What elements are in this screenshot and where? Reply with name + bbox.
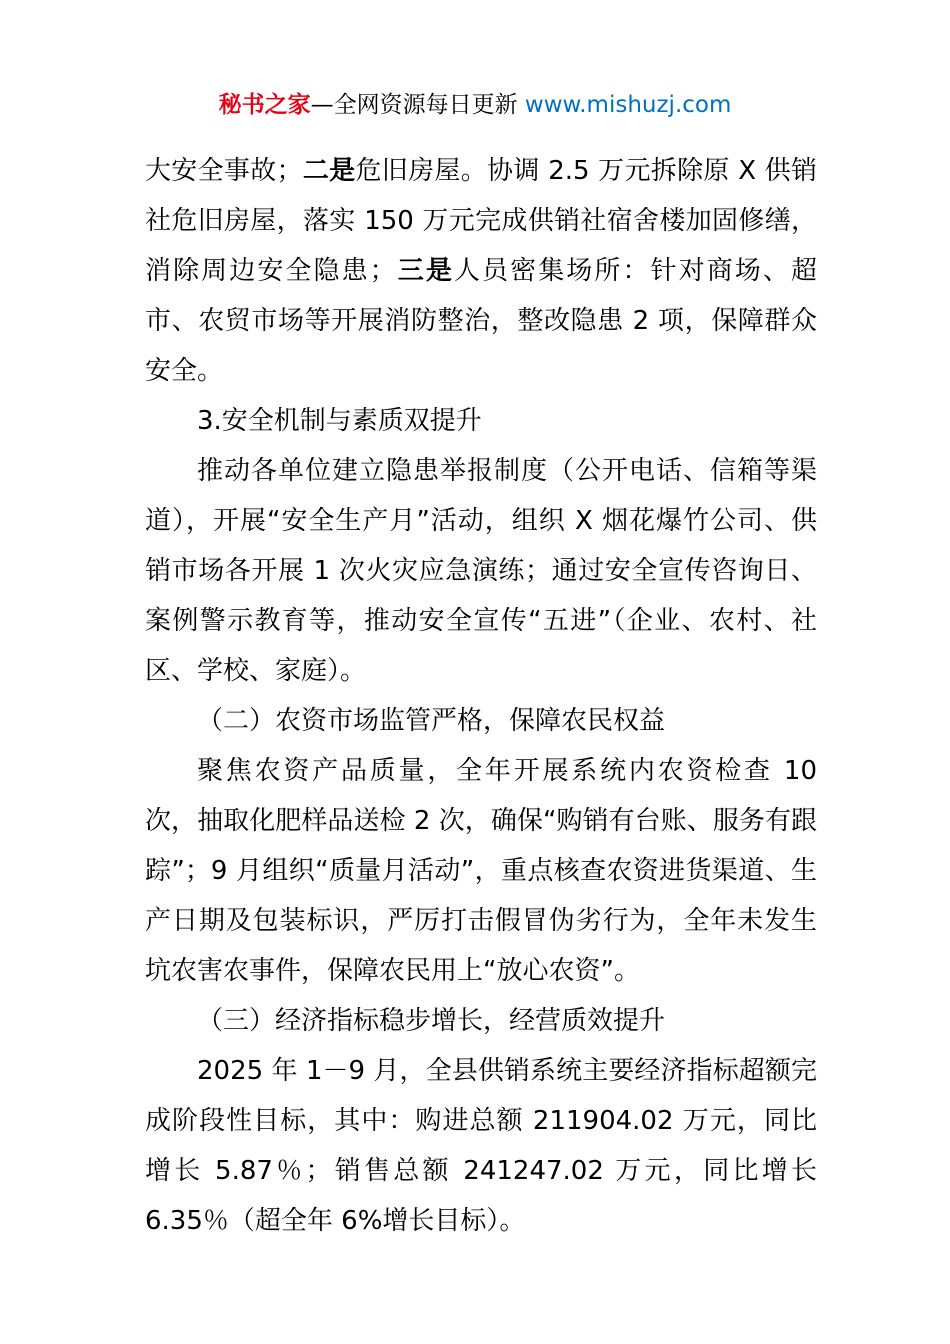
text-segment: 大安全事故；: [145, 156, 303, 186]
paragraph-safety-mechanism: 推动各单位建立隐患举报制度（公开电话、信箱等渠道），开展“安全生产月”活动，组织 X 烟花爆竹公司、供销市场各开展 1 次火灾应急演练；通过安全宣传咨询日、案例警示教育等，推动安全宣传“五进”（企业、农村、社区、学校、家庭）。: [145, 456, 817, 686]
site-url-link[interactable]: www.mishuzj.com: [524, 92, 732, 118]
site-header: [0, 88, 950, 122]
paragraph-agri-supervision: 聚焦农资产品质量，全年开展系统内农资检查 10 次，抽取化肥样品送检 2 次，确保“购销有台账、服务有跟踪”；9 月组织“质量月活动”，重点核查农资进货渠道、生产日期及包装标识，严厉打击假冒伪劣行为，全年未发生坑农害农事件，保障农民用上“放心农资”。: [145, 756, 817, 986]
bold-marker-third: 三是: [395, 256, 454, 286]
subheading-safety-mechanism: 3.安全机制与素质双提升: [197, 406, 482, 436]
heading-section-three: （三）经济指标稳步增长，经营质效提升: [197, 1006, 666, 1036]
document-body: [145, 146, 817, 1246]
paragraph-economic-indicators: 2025 年 1－9 月，全县供销系统主要经济指标超额完成阶段性目标，其中：购进总额 211904.02 万元，同比增长 5.87％；销售总额 241247.02 万元，同比增长 6.35％（超全年 6%增长目标）。: [145, 1056, 817, 1236]
header-tagline: —全网资源每日更新: [310, 92, 525, 118]
text-segment: 危旧房屋。协调 2.5 万元拆除原 X 供销社危旧房屋，落实 150 万元完成供销社宿舍楼加固修缮，消除周边安全隐患；: [145, 156, 817, 286]
heading-section-two: （二）农资市场监管严格，保障农民权益: [197, 706, 666, 736]
paragraph-hazard-list: [145, 146, 817, 396]
bold-marker-second: 二是: [302, 156, 356, 186]
text-segment: 人员密集场所：针对商场、超市、农贸市场等开展消防整治，整改隐患 2 项，保障群众安全。: [145, 256, 817, 386]
brand-name: 秘书之家: [218, 92, 311, 118]
